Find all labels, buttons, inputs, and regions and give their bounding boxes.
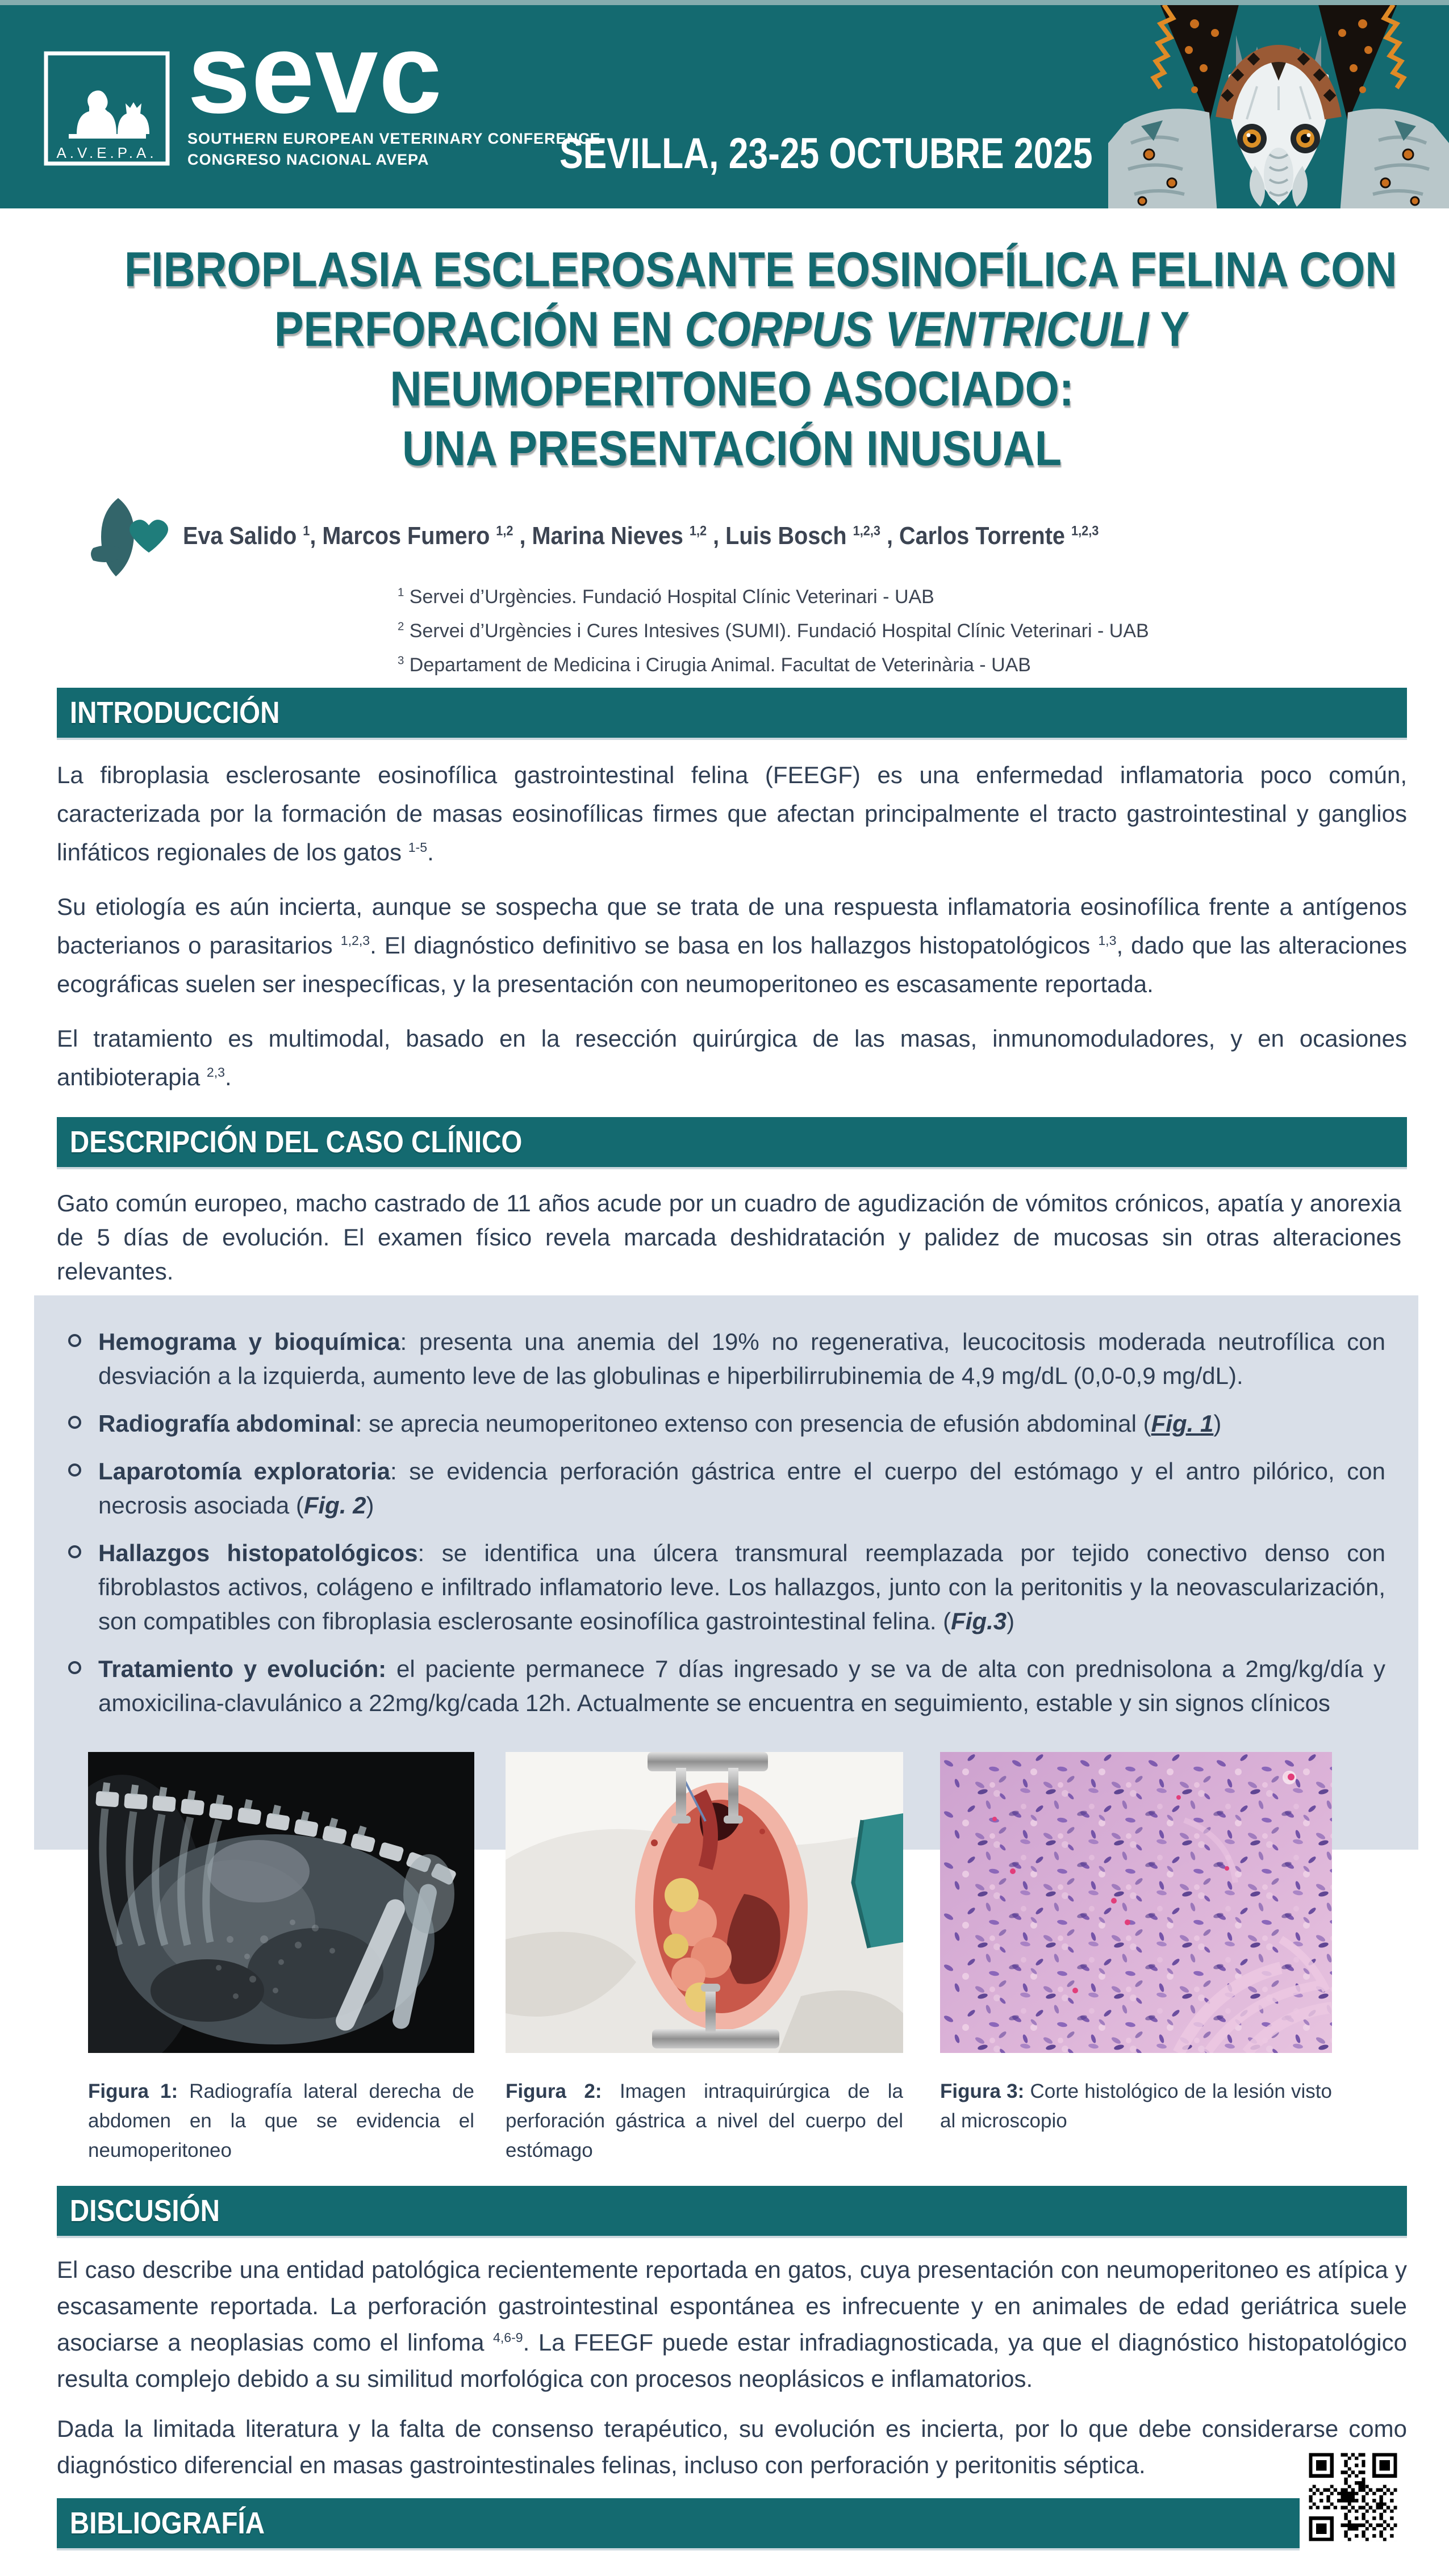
- avepa-label: A.V.E.P.A.: [56, 144, 157, 161]
- conference-header: [0, 0, 1449, 208]
- section-bar-caso-clinico: [57, 1117, 1407, 1169]
- intro-paragraph-2: Su etiología es aún incierta, aunque se sospecha que se trata de una respuesta inflamatoria eosinofílica frente a antígenos bacterianos o parasitarios $^{1,2,3}$. El diagnóstico definitivo se basa en los hallazgos histopatológicos $^{1,3}$, dado que las alteraciones ecográficas suelen ser inespecíficas, y la presentación con neumoperitoneo es escasamente reportada.: [57, 893, 1407, 997]
- figure-3-image-histology: [940, 1752, 1332, 2053]
- section-title-caso-clinico: DESCRIPCIÓN DEL CASO CLÍNICO: [69, 1125, 523, 1159]
- hcv-logo-icon: [85, 494, 170, 579]
- poster-content: [0, 240, 1449, 2550]
- bullet-circle-icon: [68, 1661, 81, 1674]
- bullet-item-laparotomia: Laparotomía exploratoria: se evidencia perforación gástrica entre el cuerpo del estómago y el antro pilórico, con necrosis asociada (Fig. 2): [61, 1454, 1385, 1523]
- figure-2-caption: Figura 2: Imagen intraquirúrgica de la perforación gástrica a nivel del cuerpo del estómago: [506, 2080, 903, 2161]
- bullet-circle-icon: [68, 1334, 81, 1347]
- sevc-wordmark: sevc: [187, 10, 442, 137]
- section-title-introduccion: INTRODUCCIÓN: [69, 696, 280, 730]
- figure-3: [940, 1752, 1332, 2165]
- section-bar-bibliografia: [57, 2498, 1300, 2550]
- figures-row: [57, 1752, 1407, 2165]
- intro-paragraph-1: La fibroplasia esclerosante eosinofílica gastrointestinal felina (FEEGF) es una enfermedad inflamatoria poco común, caracterizada por la formación de masas eosinofílicas firmes que afectan principalmente el tracto gastrointestinal y ganglios linfáticos regionales de los gatos $^{1-5}$.: [57, 762, 1407, 865]
- discussion-paragraph-1: El caso describe una entidad patológica recientemente reportada en gatos, cuya presentación con neumoperitoneo es atípica y escasamente reportada. La perforación gastrointestinal espontánea es infrecuente y en animales de edad geriátrica suele asociarse a neoplasias como el linfoma $^{4,6-9}$. La FEEGF puede estar infradiagnosticada, ya que el diagnóstico histopatológico resulta complejo debido a su similitud morfológica con procesos neoplásicos e inflamatorios.: [57, 2256, 1407, 2392]
- intro-paragraph-3: El tratamiento es multimodal, basado en la resección quirúrgica de las masas, inmunomoduladores, y en ocasiones antibioterapia $^{2,3}$.: [57, 1025, 1407, 1090]
- cat-artwork-icon: [1108, 0, 1449, 208]
- conference-subtitle-1: SOUTHERN EUROPEAN VETERINARY CONFERENCE: [187, 130, 601, 147]
- avepa-logo-icon: [41, 39, 172, 178]
- figure-2-image-surgery: [506, 1752, 903, 2053]
- affiliation-1: $^1$ Servei d’Urgències. Fundació Hospital Clínic Veterinari - UAB: [398, 586, 934, 608]
- title-line-2: PERFORACIÓN EN CORPUS VENTRICULI Y: [274, 302, 1190, 357]
- sevc-logo-block: [187, 10, 601, 169]
- section-bar-introduccion: [57, 688, 1407, 740]
- bullet-item-histopatologia: Hallazgos histopatológicos: se identifica una úlcera transmural reemplazada por tejido conectivo denso con fibroblastos activos, colágeno e infiltrado inflamatorio leve. Los hallazgos, junto con la peritonitis y la neovascularización, son compatibles con fibroplasia esclerosante eosinofílica gastrointestinal felina. (Fig.3): [61, 1536, 1385, 1638]
- discussion-paragraph-2: Dada la limitada literatura y la falta de consenso terapéutico, su evolución es incierta, por lo que debe considerarse como diagnóstico diferencial en masas gastrointestinales felinas, incluso con perforación y peritonitis séptica.: [57, 2415, 1407, 2478]
- bullet-circle-icon: [68, 1463, 81, 1477]
- affiliations: [398, 580, 1407, 682]
- bullet-circle-icon: [68, 1416, 81, 1429]
- bullet-item-tratamiento: Tratamiento y evolución: el paciente permanece 7 días ingresado y se va de alta con prednisolona a 2mg/kg/día y amoxicilina-clavulánico a 22mg/kg/cada 12h. Actualmente se encuentra en seguimiento, estable y sin signos clínicos: [61, 1652, 1385, 1720]
- section-title-discusion: DISCUSIÓN: [69, 2194, 220, 2228]
- authors-line: Eva Salido $^1$, Marcos Fumero $^{1,2}$ , Marina Nieves $^{1,2}$ , Luis Bosch $^{1,2,3}$ , Carlos Torrente $^{1,2,3}$: [183, 522, 1099, 550]
- figure-2: [506, 1752, 903, 2165]
- poster-title: [57, 240, 1407, 479]
- title-line-3: NEUMOPERITONEO ASOCIADO:: [390, 362, 1074, 416]
- affiliation-3: $^3$ Departament de Medicina i Cirugia Animal. Facultat de Veterinària - UAB: [398, 654, 1031, 676]
- affiliation-2: $^2$ Servei d’Urgències i Cures Intesives (SUMI). Fundació Hospital Clínic Veterinari - UAB: [398, 620, 1149, 642]
- figure-1: [88, 1752, 474, 2165]
- title-line-4: UNA PRESENTACIÓN INUSUAL: [402, 421, 1062, 476]
- figure-1-image-radiograph: [88, 1752, 474, 2053]
- bullet-item-hemograma: Hemograma y bioquímica: presenta una anemia del 19% no regenerativa, leucocitosis moderada neutrofílica con desviación a la izquierda, aumento leve de las globulinas e hiperbilirrubinemia de 4,9 mg/dL (0,0-0,9 mg/dL).: [61, 1325, 1385, 1393]
- section-bar-discusion: [57, 2186, 1407, 2238]
- qr-code: [1302, 2446, 1404, 2548]
- bullet-item-radiografia: Radiografía abdominal: se aprecia neumoperitoneo extenso con presencia de efusión abdominal (Fig. 1): [61, 1407, 1385, 1441]
- case-intro-paragraph: Gato común europeo, macho castrado de 11 años acude por un cuadro de agudización de vómitos crónicos, apatía y anorexia de 5 días de evolución. El examen físico revela marcada deshidratación y palidez de mucosas sin otras alteraciones relevantes.: [57, 1190, 1401, 1285]
- figure-3-caption: Figura 3: Corte histológico de la lesión visto al microscopio: [940, 2080, 1332, 2132]
- conference-subtitle-2: CONGRESO NACIONAL AVEPA: [187, 151, 429, 168]
- figure-1-caption: Figura 1: Radiografía lateral derecha de abdomen en la que se evidencia el neumoperitoneo: [88, 2080, 474, 2161]
- authors-row: [57, 494, 1407, 579]
- title-line-1: FIBROPLASIA ESCLEROSANTE EOSINOFÍLICA FELINA CON: [124, 242, 1397, 297]
- event-location-date: SEVILLA, 23-25 OCTUBRE 2025: [559, 129, 1093, 178]
- bullet-circle-icon: [68, 1545, 81, 1558]
- section-title-bibliografia: BIBLIOGRAFÍA: [69, 2506, 265, 2540]
